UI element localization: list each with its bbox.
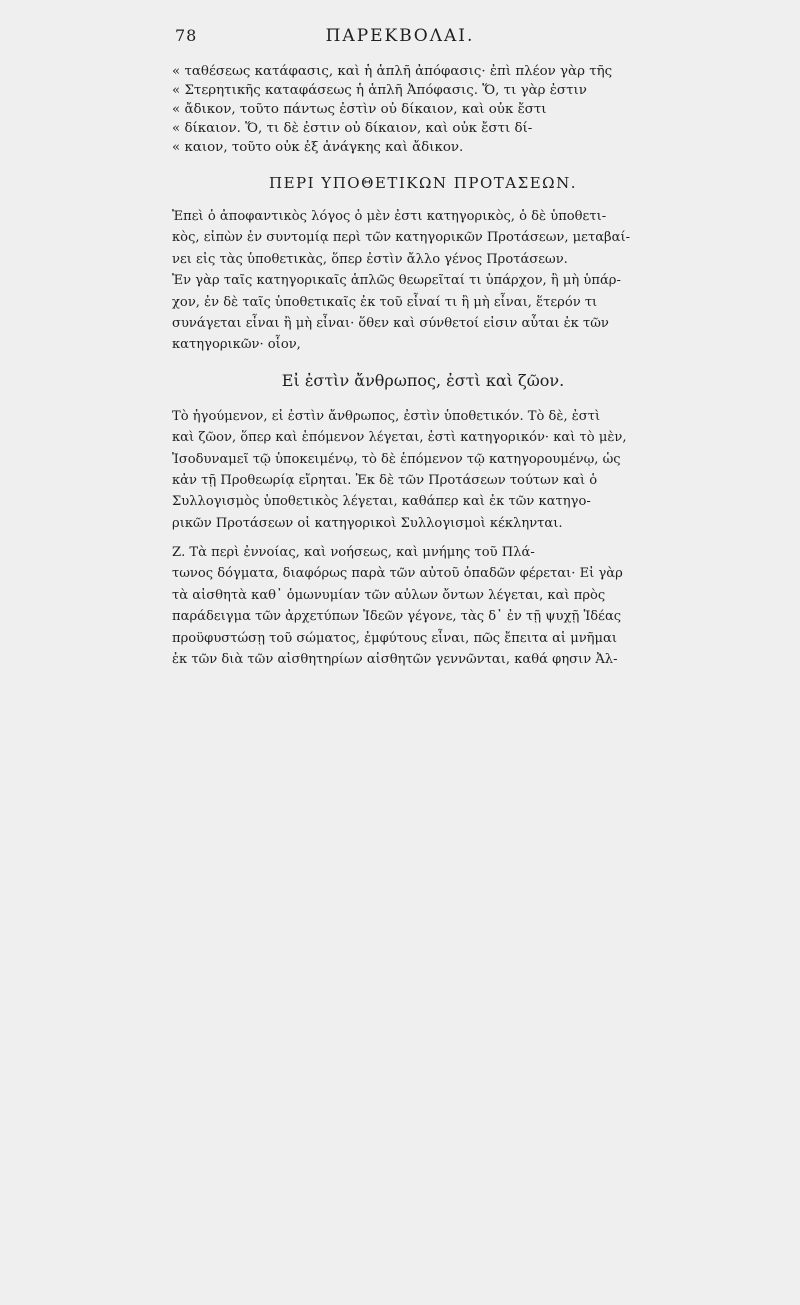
section-title: ΠΕΡΙ ΥΠΟΘΕΤΙΚΩΝ ΠΡΟΤΑΣΕΩΝ. [268,174,577,192]
page-number: 78 [175,26,198,45]
quote-line: « καιον, τοῦτο οὐκ ἐξ ἀνάγκης καὶ ἄδικον. [172,140,464,155]
paragraph [172,406,674,534]
text-line: τὰ αἰσθητὰ καθ᾽ ὁμωνυμίαν τῶν αὐλων ὄντων λέγεται, καὶ πρὸς [172,587,606,603]
text-line: καὶ ζῶον, ὅπερ καὶ ἑπόμενον λέγεται, ἐστὶ κατηγορικόν· καὶ τὸ μὲν, [172,430,627,446]
text-line: ρικῶν Προτάσεων οἱ κατηγορικοὶ Συλλογισμοὶ κέκληνται. [172,515,563,531]
text-line: ἐκ τῶν διὰ τῶν αἰσθητηρίων αἰσθητῶν γεννῶνται, καθά φησιν Ἀλ- [172,652,618,668]
quotation-block [172,62,674,157]
quote-line: « ταθέσεως κατάφασις, καὶ ἡ ἁπλῆ ἀπόφασις· ἐπὶ πλέον γὰρ τῆς [172,64,613,79]
running-head: ΠΑΡΕΚΒΟΛΑΙ. [325,26,475,46]
text-line: Συλλογισμὸς ὑποθετικὸς λέγεται, καθάπερ καὶ ἐκ τῶν κατηγο- [172,494,591,510]
text-line: παράδειγμα τῶν ἀρχετύπων Ἰδεῶν γέγονε, τὰς δ᾽ ἐν τῇ ψυχῇ Ἰδέας [172,609,622,625]
text-line: προϋφυστώσῃ τοῦ σώματος, ἐμφύτους εἶναι, πῶς ἔπειτα αἱ μνῆμαι [172,630,618,646]
text-line: συνάγεται εἶναι ἢ μὴ εἶναι· ὅθεν καὶ σύνθετοί εἰσιν αὗται ἐκ τῶν [172,315,609,331]
quote-line: « δίκαιον. Ὅ, τι δὲ ἐστιν οὐ δίκαιον, καὶ οὐκ ἔστι δί- [172,121,533,136]
page-body [172,62,674,670]
text-line: Ἰσοδυναμεῖ τῷ ὑποκειμένῳ, τὸ δὲ ἑπόμενον τῷ κατηγορουμένῳ, ὡς [172,451,621,467]
paragraph [172,206,674,356]
text-line: Ἐπεὶ ὁ ἀποφαντικὸς λόγος ὁ μὲν ἐστι κατηγορικὸς, ὁ δὲ ὑποθετι- [172,209,607,224]
text-line: Τὸ ἡγούμενον, εἰ ἐστὶν ἄνθρωπος, ἐστὶν ὑποθετικόν. Τὸ δὲ, ἐστὶ [172,408,601,424]
quote-line: « Στερητικῆς καταφάσεως ἡ ἁπλῆ Ἀπόφασις. Ὅ, τι γὰρ ἐστιν [172,83,587,98]
text-line: Ζ. Τὰ περὶ ἐννοίας, καὶ νοήσεως, καὶ μνήμης τοῦ Πλά- [172,545,535,561]
text-line: κἀν τῇ Προθεωρίᾳ εἴρηται. Ἐκ δὲ τῶν Προτάσεων τούτων καὶ ὁ [172,472,598,488]
text-line: τωνος δόγματα, διαφόρως παρὰ τῶν αὐτοῦ ὀπαδῶν φέρεται· Εἰ γὰρ [172,566,623,582]
paragraph [172,542,674,670]
text-line: νει εἰς τὰς ὑποθετικὰς, ὅπερ ἐστὶν ἄλλο γένος Προτάσεων. [172,251,568,267]
text-line: κατηγορικῶν· οἷον, [172,337,301,353]
text-line: κὸς, εἰπὼν ἐν συντομίᾳ περὶ τῶν κατηγορικῶν Προτάσεων, μεταβαί- [172,230,631,246]
page-header [0,26,800,46]
example-proposition: Εἰ ἐστὶν ἄνθρωπος, ἐστὶ καὶ ζῶον. [281,370,565,390]
paragraph-gap [172,534,674,542]
text-line: Ἐν γὰρ ταῖς κατηγορικαῖς ἁπλῶς θεωρεῖταί τι ὑπάρχον, ἢ μὴ ὑπάρ- [172,273,621,289]
text-line: χον, ἐν δὲ ταῖς ὑποθετικαῖς ἐκ τοῦ εἶναί τι ἢ μὴ εἶναι, ἕτερόν τι [172,294,598,310]
quote-line: « ἄδικον, τοῦτο πάντως ἐστὶν οὐ δίκαιον, καὶ οὐκ ἔστι [172,102,547,117]
